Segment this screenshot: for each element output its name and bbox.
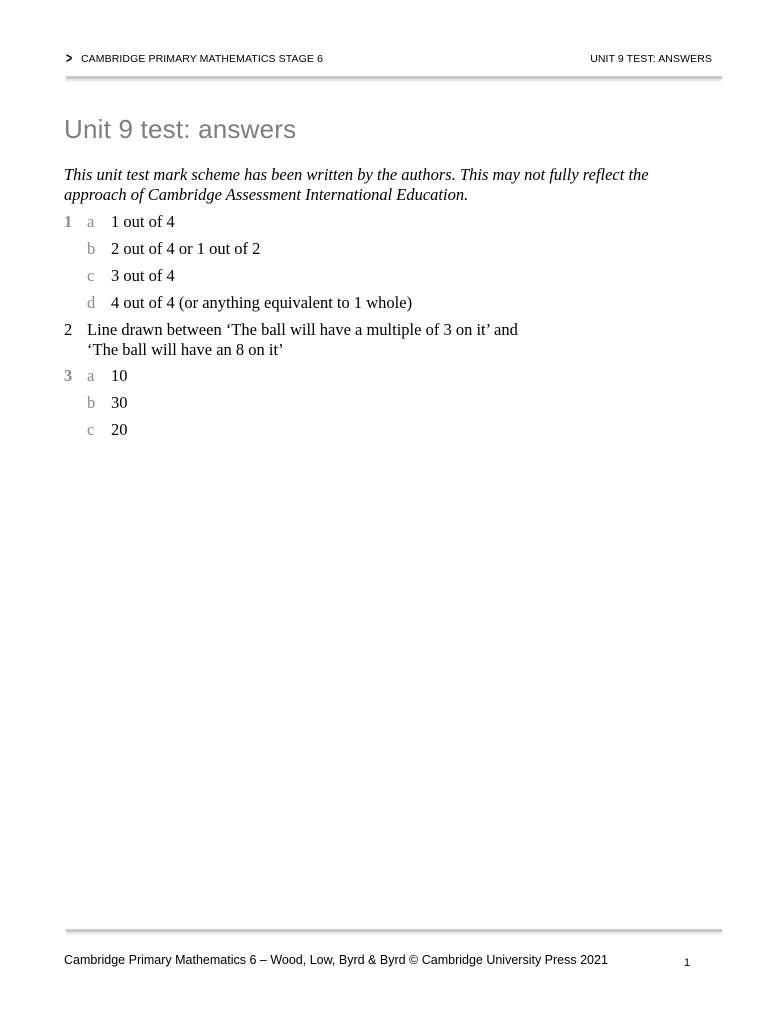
- question-1d: [0, 293, 768, 313]
- answer-text: 10: [111, 366, 128, 385]
- answer-text-line-2: ‘The ball will have an 8 on it’: [87, 340, 284, 359]
- question-3a: [0, 366, 768, 386]
- part-letter: a: [87, 212, 95, 231]
- question-3b: [0, 393, 768, 413]
- part-letter: c: [87, 266, 95, 285]
- question-number: 1: [64, 212, 73, 231]
- answer-text: 3 out of 4: [111, 266, 175, 285]
- answer-text: 4 out of 4 (or anything equivalent to 1 whole): [111, 293, 413, 312]
- part-letter: b: [87, 393, 96, 412]
- intro-paragraph: This unit test mark scheme has been written by the authors. This may not fully reflect the approach of Cambridge Assessment International Education.: [64, 165, 649, 204]
- header-section-title: UNIT 9 TEST: ANSWERS: [590, 53, 712, 65]
- question-1b: [0, 239, 768, 259]
- part-letter: c: [87, 420, 95, 439]
- answer-text: 2 out of 4 or 1 out of 2: [111, 239, 261, 258]
- answer-text: 30: [111, 393, 128, 412]
- answer-text-line-1: Line drawn between ‘The ball will have a multiple of 3 on it’ and: [87, 320, 518, 339]
- question-1a: [0, 212, 768, 232]
- question-3c: [0, 420, 768, 440]
- page-number: 1: [684, 957, 691, 969]
- part-letter: a: [87, 366, 95, 385]
- header-divider: [66, 76, 722, 79]
- header-series-title: CAMBRIDGE PRIMARY MATHEMATICS STAGE 6: [81, 53, 323, 65]
- chevron-right-icon: >: [66, 50, 73, 67]
- part-letter: b: [87, 239, 96, 258]
- question-number: 3: [64, 366, 73, 385]
- footer-credit: Cambridge Primary Mathematics 6 – Wood, Low, Byrd & Byrd © Cambridge University Press 2021: [64, 953, 608, 967]
- running-header: [66, 50, 712, 68]
- question-number: 2: [64, 320, 73, 339]
- question-2: [0, 320, 768, 360]
- answer-text: 20: [111, 420, 128, 439]
- footer-divider: [66, 929, 722, 932]
- page-title: Unit 9 test: answers: [64, 114, 297, 144]
- question-1c: [0, 266, 768, 286]
- answer-text: 1 out of 4: [111, 212, 175, 231]
- part-letter: d: [87, 293, 96, 312]
